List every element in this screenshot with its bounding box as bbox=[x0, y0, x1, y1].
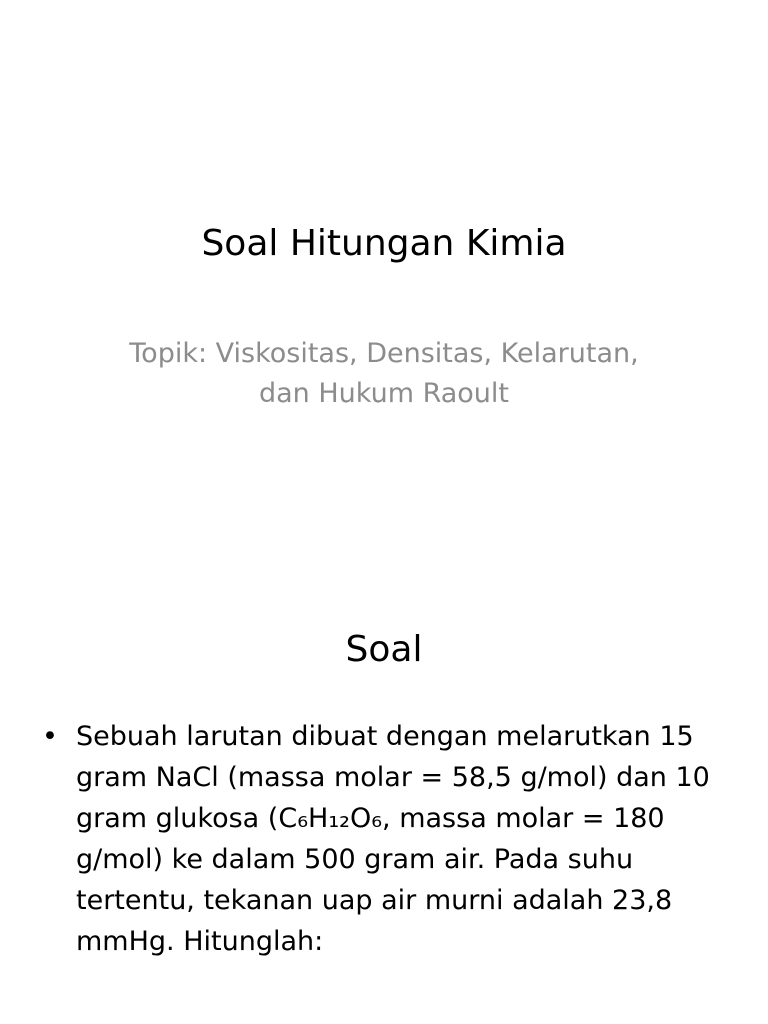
question-list bbox=[40, 716, 730, 962]
subtitle-line-1: Topik: Viskositas, Densitas, Kelarutan, bbox=[129, 338, 639, 369]
presentation-title: Soal Hitungan Kimia bbox=[201, 223, 567, 264]
subtitle-line-2: dan Hukum Raoult bbox=[258, 378, 510, 409]
question-item bbox=[40, 716, 730, 962]
bullet-icon: • bbox=[42, 721, 58, 752]
presentation-subtitle bbox=[100, 334, 668, 414]
question-slide bbox=[0, 576, 768, 1024]
question-text: Sebuah larutan dibuat dengan melarutkan 15 gram NaCl (massa molar = 58,5 g/mol) dan 10 gram glukosa (C₆H₁₂O₆, massa molar = 180 g/mol) ke dalam 500 gram air. Pada suhu tertentu, tekanan uap air murni adalah 23,8 mmHg. Hitunglah: bbox=[76, 721, 710, 957]
question-slide-title: Soal bbox=[345, 629, 423, 670]
